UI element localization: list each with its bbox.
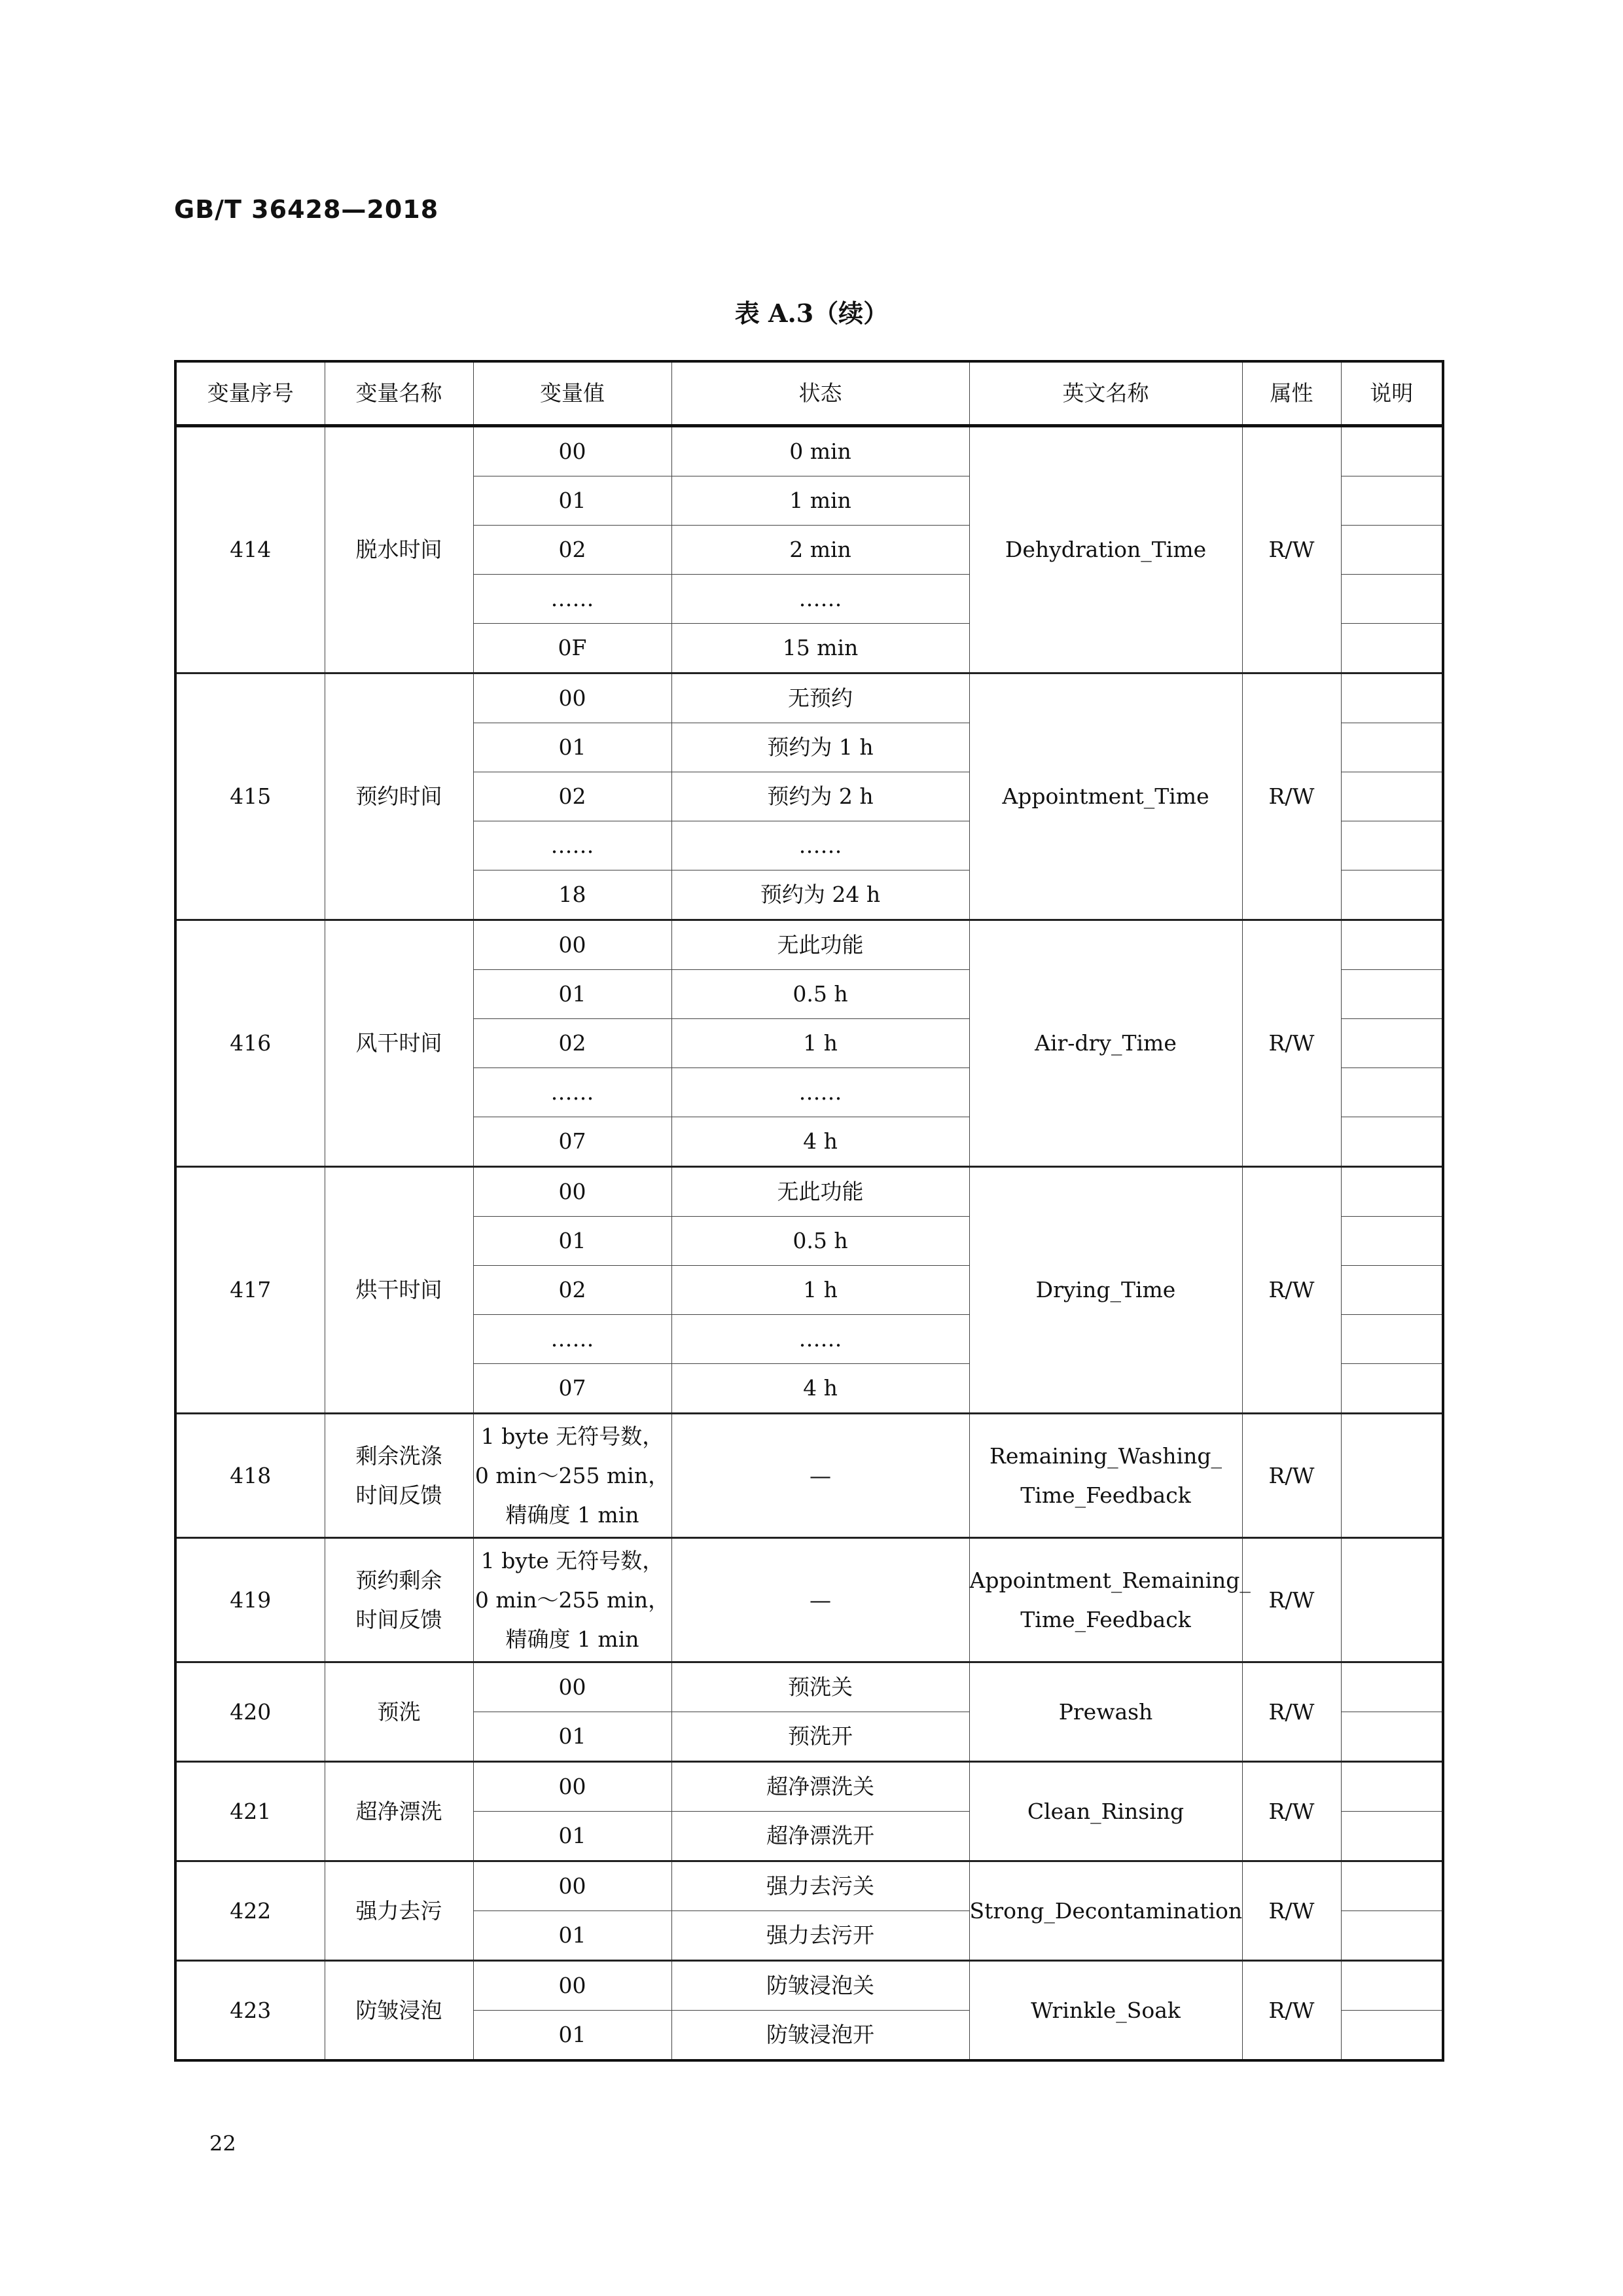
variable-state: 超净漂洗关 [671, 1762, 969, 1812]
variable-value: 00 [473, 1861, 671, 1911]
variable-state: 预约为 1 h [671, 723, 969, 772]
variable-name: 预约剩余 时间反馈 [325, 1538, 473, 1662]
variable-id: 416 [175, 920, 325, 1167]
variable-value: 0F [473, 624, 671, 673]
variable-value: …… [473, 1315, 671, 1364]
variable-state: …… [671, 1068, 969, 1117]
variable-state: 0.5 h [671, 970, 969, 1019]
variable-value: 00 [473, 1662, 671, 1712]
note-cell [1341, 1266, 1443, 1315]
variable-value: 01 [473, 1812, 671, 1861]
attribute: R/W [1242, 673, 1341, 920]
header-state: 状态 [671, 361, 969, 426]
variable-value: 02 [473, 1019, 671, 1068]
english-name: Wrinkle_Soak [969, 1961, 1242, 2061]
variable-state: 无此功能 [671, 920, 969, 970]
english-name: Air-dry_Time [969, 920, 1242, 1167]
attribute: R/W [1242, 1538, 1341, 1662]
table-row [175, 1538, 1443, 1662]
variable-state: 防皱浸泡开 [671, 2011, 969, 2061]
note-cell [1341, 1911, 1443, 1961]
variable-value: 1 byte 无符号数， 0 min～255 min， 精确度 1 min [473, 1538, 671, 1662]
variable-value: 02 [473, 772, 671, 821]
variable-value: …… [473, 1068, 671, 1117]
variable-id: 422 [175, 1861, 325, 1961]
note-cell [1341, 1538, 1443, 1662]
note-cell [1341, 1315, 1443, 1364]
variable-value: 01 [473, 1217, 671, 1266]
english-name: Appointment_Remaining_ Time_Feedback [969, 1538, 1242, 1662]
table-row [175, 1861, 1443, 1911]
note-cell [1341, 1762, 1443, 1812]
english-name: Clean_Rinsing [969, 1762, 1242, 1861]
attribute: R/W [1242, 1861, 1341, 1961]
header-attr: 属性 [1242, 361, 1341, 426]
variable-state: 无此功能 [671, 1167, 969, 1217]
note-cell [1341, 821, 1443, 870]
note-cell [1341, 1712, 1443, 1762]
variable-id: 414 [175, 426, 325, 673]
note-cell [1341, 526, 1443, 575]
variable-state: 4 h [671, 1364, 969, 1414]
attribute: R/W [1242, 920, 1341, 1167]
attribute: R/W [1242, 1414, 1341, 1538]
variable-value: 00 [473, 1167, 671, 1217]
table-row [175, 1762, 1443, 1812]
english-name: Strong_Decontamination [969, 1861, 1242, 1961]
variable-value: 00 [473, 673, 671, 723]
variable-table [174, 360, 1444, 2062]
variable-state: 0 min [671, 426, 969, 476]
variable-name: 剩余洗涤 时间反馈 [325, 1414, 473, 1538]
variable-value: 01 [473, 2011, 671, 2061]
note-cell [1341, 1961, 1443, 2011]
english-name: Dehydration_Time [969, 426, 1242, 673]
variable-id: 418 [175, 1414, 325, 1538]
variable-state: …… [671, 821, 969, 870]
variable-value: 01 [473, 970, 671, 1019]
variable-value: 00 [473, 1762, 671, 1812]
note-cell [1341, 575, 1443, 624]
variable-name: 预洗 [325, 1662, 473, 1762]
note-cell [1341, 920, 1443, 970]
note-cell [1341, 1167, 1443, 1217]
variable-state: …… [671, 575, 969, 624]
english-name: Remaining_Washing_ Time_Feedback [969, 1414, 1242, 1538]
variable-name: 防皱浸泡 [325, 1961, 473, 2061]
note-cell [1341, 1364, 1443, 1414]
attribute: R/W [1242, 1762, 1341, 1861]
table-row [175, 673, 1443, 723]
variable-value: 01 [473, 476, 671, 526]
variable-name: 脱水时间 [325, 426, 473, 673]
variable-name: 风干时间 [325, 920, 473, 1167]
attribute: R/W [1242, 1961, 1341, 2061]
table-row [175, 1662, 1443, 1712]
note-cell [1341, 970, 1443, 1019]
variable-state: 防皱浸泡关 [671, 1961, 969, 2011]
note-cell [1341, 426, 1443, 476]
attribute: R/W [1242, 1167, 1341, 1414]
note-cell [1341, 1068, 1443, 1117]
note-cell [1341, 1861, 1443, 1911]
note-cell [1341, 1117, 1443, 1167]
table-row [175, 1961, 1443, 2011]
header-name: 变量名称 [325, 361, 473, 426]
variable-id: 421 [175, 1762, 325, 1861]
variable-state: 预约为 2 h [671, 772, 969, 821]
note-cell [1341, 772, 1443, 821]
table-title: 表 A.3（续） [734, 298, 889, 328]
variable-value: 07 [473, 1117, 671, 1167]
variable-id: 417 [175, 1167, 325, 1414]
variable-value: …… [473, 575, 671, 624]
english-name: Drying_Time [969, 1167, 1242, 1414]
attribute: R/W [1242, 1662, 1341, 1762]
variable-value: 00 [473, 920, 671, 970]
variable-value: 18 [473, 870, 671, 920]
variable-state: — [671, 1414, 969, 1538]
variable-state: 强力去污关 [671, 1861, 969, 1911]
variable-name: 烘干时间 [325, 1167, 473, 1414]
variable-id: 420 [175, 1662, 325, 1762]
variable-state: 超净漂洗开 [671, 1812, 969, 1861]
variable-state: 15 min [671, 624, 969, 673]
note-cell [1341, 1662, 1443, 1712]
attribute: R/W [1242, 426, 1341, 673]
note-cell [1341, 673, 1443, 723]
variable-state: 1 h [671, 1266, 969, 1315]
page-number: 22 [209, 2131, 236, 2156]
variable-value: 01 [473, 723, 671, 772]
english-name: Prewash [969, 1662, 1242, 1762]
variable-state: 预洗关 [671, 1662, 969, 1712]
note-cell [1341, 1812, 1443, 1861]
note-cell [1341, 723, 1443, 772]
english-name: Appointment_Time [969, 673, 1242, 920]
variable-value: 00 [473, 1961, 671, 2011]
table-header-row [175, 361, 1443, 426]
variable-state: …… [671, 1315, 969, 1364]
variable-state: 0.5 h [671, 1217, 969, 1266]
table-row [175, 426, 1443, 476]
variable-value: 07 [473, 1364, 671, 1414]
variable-value: 02 [473, 526, 671, 575]
note-cell [1341, 1414, 1443, 1538]
header-id: 变量序号 [175, 361, 325, 426]
table-row [175, 920, 1443, 970]
variable-state: — [671, 1538, 969, 1662]
note-cell [1341, 1217, 1443, 1266]
variable-id: 415 [175, 673, 325, 920]
note-cell [1341, 1019, 1443, 1068]
variable-name: 强力去污 [325, 1861, 473, 1961]
note-cell [1341, 870, 1443, 920]
header-note: 说明 [1341, 361, 1443, 426]
variable-value: 1 byte 无符号数， 0 min～255 min， 精确度 1 min [473, 1414, 671, 1538]
variable-state: 4 h [671, 1117, 969, 1167]
variable-id: 423 [175, 1961, 325, 2061]
variable-value: …… [473, 821, 671, 870]
header-value: 变量值 [473, 361, 671, 426]
variable-state: 1 min [671, 476, 969, 526]
variable-state: 预洗开 [671, 1712, 969, 1762]
variable-state: 无预约 [671, 673, 969, 723]
note-cell [1341, 624, 1443, 673]
table-row [175, 1414, 1443, 1538]
variable-value: 00 [473, 426, 671, 476]
variable-value: 02 [473, 1266, 671, 1315]
variable-id: 419 [175, 1538, 325, 1662]
standard-number: GB/T 36428—2018 [174, 195, 439, 224]
variable-name: 预约时间 [325, 673, 473, 920]
variable-state: 1 h [671, 1019, 969, 1068]
variable-state: 预约为 24 h [671, 870, 969, 920]
note-cell [1341, 2011, 1443, 2061]
variable-value: 01 [473, 1712, 671, 1762]
note-cell [1341, 476, 1443, 526]
variable-state: 强力去污开 [671, 1911, 969, 1961]
table-row [175, 1167, 1443, 1217]
variable-state: 2 min [671, 526, 969, 575]
variable-name: 超净漂洗 [325, 1762, 473, 1861]
variable-value: 01 [473, 1911, 671, 1961]
header-english: 英文名称 [969, 361, 1242, 426]
